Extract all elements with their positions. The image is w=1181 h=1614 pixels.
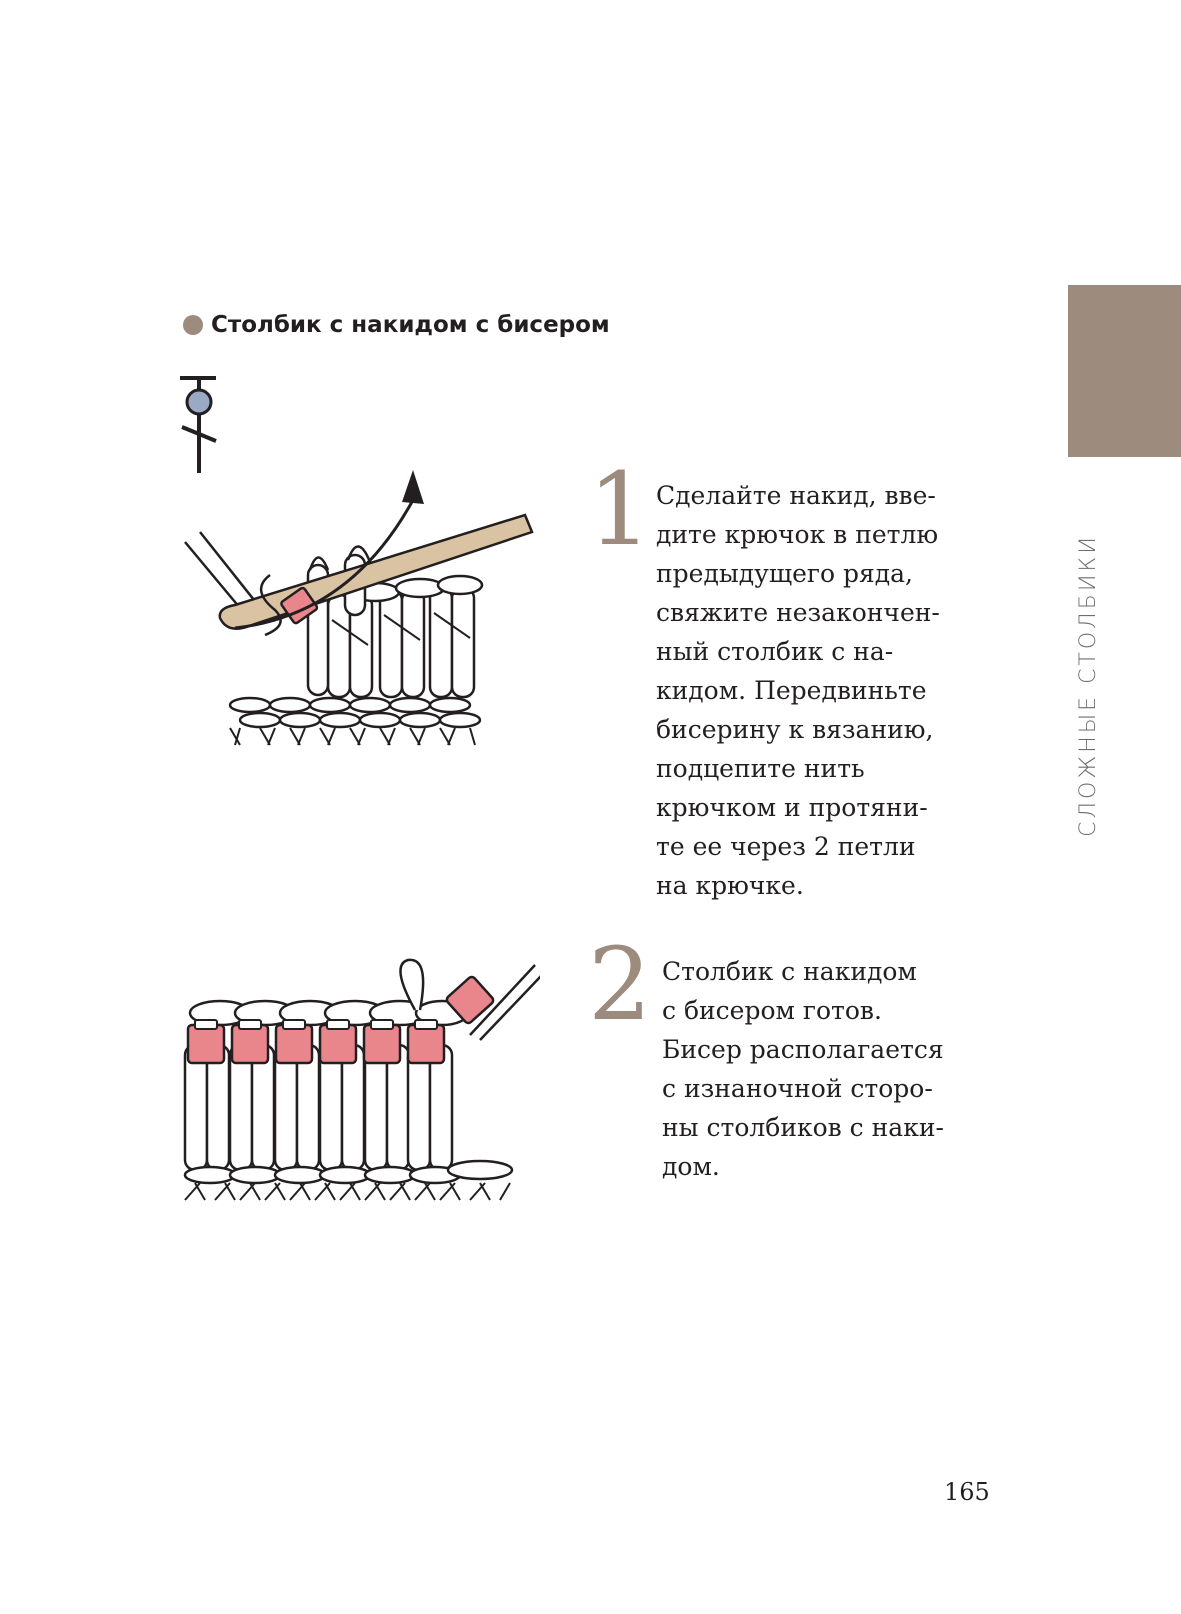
step2-line: с бисером готов.	[662, 996, 882, 1025]
step1-line: на крючке.	[656, 871, 804, 900]
step1-line: свяжите незакончен-	[656, 598, 940, 627]
step1-line: крючком и протяни-	[656, 793, 928, 822]
chapter-label	[1073, 530, 1103, 840]
double-crochet-bead-symbol-icon	[180, 375, 230, 475]
step2-line: с изнаночной сторо-	[662, 1074, 933, 1103]
step1-line: ный столбик с на-	[656, 637, 894, 666]
step1-line: кидом. Передвиньте	[656, 676, 927, 705]
step1-line: бисерину к вязанию,	[656, 715, 934, 744]
step2-line: Бисер располагается	[662, 1035, 944, 1064]
step2-number: 2	[588, 926, 652, 1043]
step1-line: те ее через 2 петли	[656, 832, 916, 861]
bullet-icon	[183, 315, 203, 335]
chapter-tab	[1068, 285, 1181, 457]
step1-line: Сделайте накид, вве-	[656, 481, 936, 510]
step2-illustration	[180, 955, 540, 1205]
step2-line: ны столбиков с наки-	[662, 1113, 944, 1142]
chapter-label-text: СЛОЖНЫЕ СТОЛБИКИ	[1075, 533, 1101, 837]
section-title: Столбик с накидом с бисером	[211, 312, 610, 338]
step2-text	[662, 952, 944, 1186]
step2-line: дом.	[662, 1152, 720, 1181]
step1-line: дите крючок в петлю	[656, 520, 939, 549]
step1-number: 1	[588, 451, 652, 568]
step1-illustration	[180, 470, 560, 750]
page-number: 165	[944, 1478, 990, 1506]
step1-text	[656, 476, 940, 905]
step1-line: предыдущего ряда,	[656, 559, 914, 588]
step1-line: подцепите нить	[656, 754, 865, 783]
step2-line: Столбик с накидом	[662, 957, 917, 986]
section-heading	[183, 312, 610, 338]
foundation-row	[230, 698, 480, 727]
